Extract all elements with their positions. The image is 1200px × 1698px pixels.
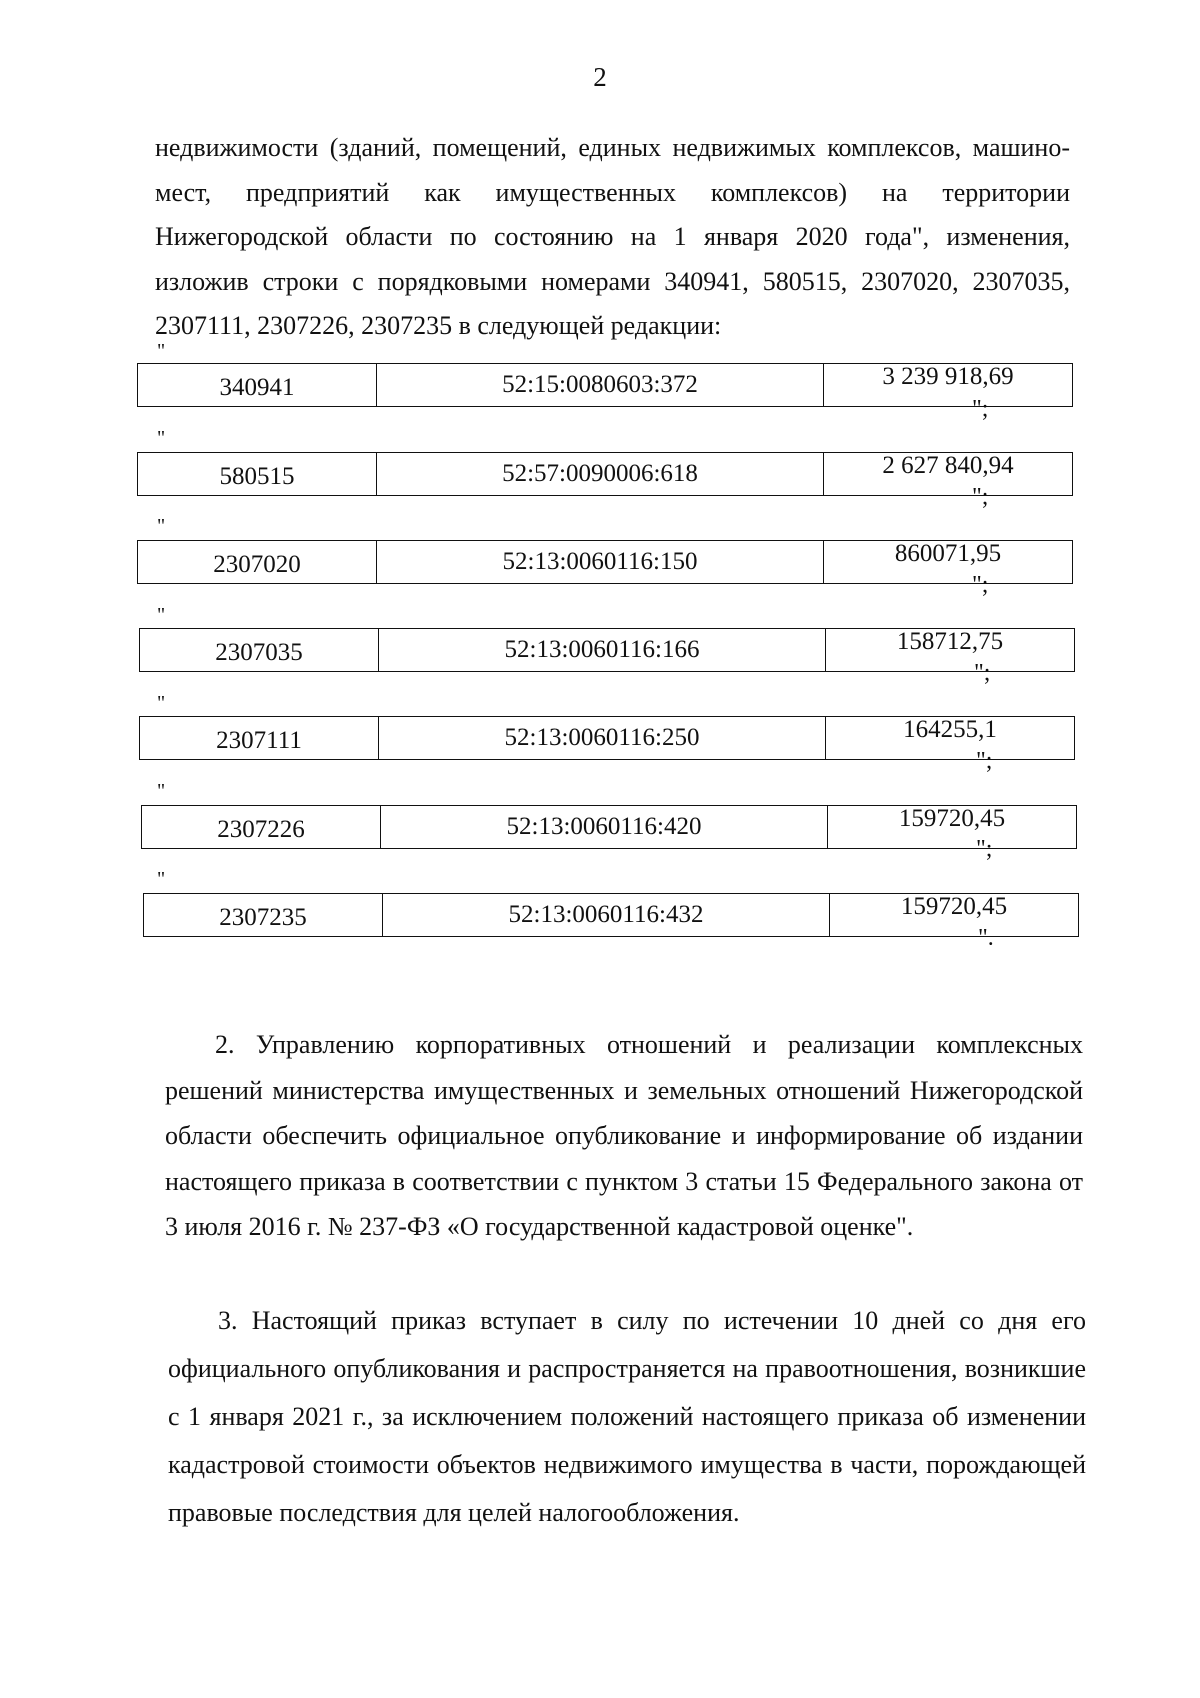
- table-row: [137, 363, 1073, 407]
- table-row: [137, 540, 1073, 584]
- table-row: [139, 628, 1075, 672]
- closing-quote: ";: [972, 484, 989, 510]
- row-number: 580515: [138, 453, 377, 496]
- closing-quote: ";: [976, 748, 993, 774]
- opening-quote: ": [157, 340, 166, 362]
- row-number: 2307235: [144, 894, 383, 937]
- row-number: 2307111: [140, 717, 379, 760]
- row-number: 2307226: [142, 806, 381, 849]
- closing-quote: ";: [972, 396, 989, 422]
- cadastral-number: 52:13:0060116:150: [377, 541, 824, 584]
- cadastral-value: 3 239 918,69: [824, 364, 1073, 407]
- opening-quote: ": [157, 604, 166, 626]
- table-row: [143, 893, 1079, 937]
- opening-quote: ": [157, 692, 166, 714]
- cadastral-value: 159720,45: [830, 894, 1079, 937]
- cadastral-number: 52:13:0060116:166: [379, 629, 826, 672]
- opening-quote: ": [157, 427, 166, 449]
- opening-quote: ": [157, 780, 166, 802]
- row-number: 340941: [138, 364, 377, 407]
- paragraph-2: 2. Управлению корпоративных отношений и реализации комплексных решений министерства имущественных и земельных отношений Нижегородской области обеспечить официальное опубликование и информирование об издании настоящего приказа в соответствии с пунктом 3 статьи 15 Федерального закона от 3 июля 2016 г. № 237-ФЗ «О государственной кадастровой оценке".: [165, 1030, 1083, 1241]
- cadastral-number: 52:13:0060116:432: [383, 894, 830, 937]
- cadastral-value: 159720,45: [828, 806, 1077, 849]
- cadastral-value: 158712,75: [826, 629, 1075, 672]
- cadastral-value: 2 627 840,94: [824, 453, 1073, 496]
- cadastral-number: 52:13:0060116:420: [381, 806, 828, 849]
- paragraph-3: 3. Настоящий приказ вступает в силу по истечении 10 дней со дня его официального опубликования и распространяется на правоотношения, возникшие с 1 января 2021 г., за исключением положений настоящего приказа об изменении кадастровой стоимости объектов недвижимого имущества в части, порождающей правовые последствия для целей налогообложения.: [168, 1306, 1086, 1527]
- closing-quote: ".: [978, 925, 994, 951]
- closing-quote: ";: [974, 660, 991, 686]
- closing-quote: ";: [976, 836, 993, 862]
- page-number: 2: [593, 62, 607, 92]
- opening-quote: ": [157, 868, 166, 890]
- row-number: 2307035: [140, 629, 379, 672]
- cadastral-number: 52:13:0060116:250: [379, 717, 826, 760]
- row-number: 2307020: [138, 541, 377, 584]
- closing-quote: ";: [972, 572, 989, 598]
- cadastral-number: 52:15:0080603:372: [377, 364, 824, 407]
- table-row: [141, 805, 1077, 849]
- cadastral-value: 164255,1: [826, 717, 1075, 760]
- cadastral-value: 860071,95: [824, 541, 1073, 584]
- opening-quote: ": [157, 515, 166, 537]
- cadastral-number: 52:57:0090006:618: [377, 453, 824, 496]
- table-row: [139, 716, 1075, 760]
- intro-paragraph: недвижимости (зданий, помещений, единых недвижимых комплексов, машино-мест, предприятий как имущественных комплексов) на территории Нижегородской области по состоянию на 1 января 2020 года", изменения, изложив строки с порядковыми номерами 340941, 580515, 2307020, 2307035, 2307111, 2307226, 2307235 в следующей редакции:: [155, 133, 1070, 340]
- table-row: [137, 452, 1073, 496]
